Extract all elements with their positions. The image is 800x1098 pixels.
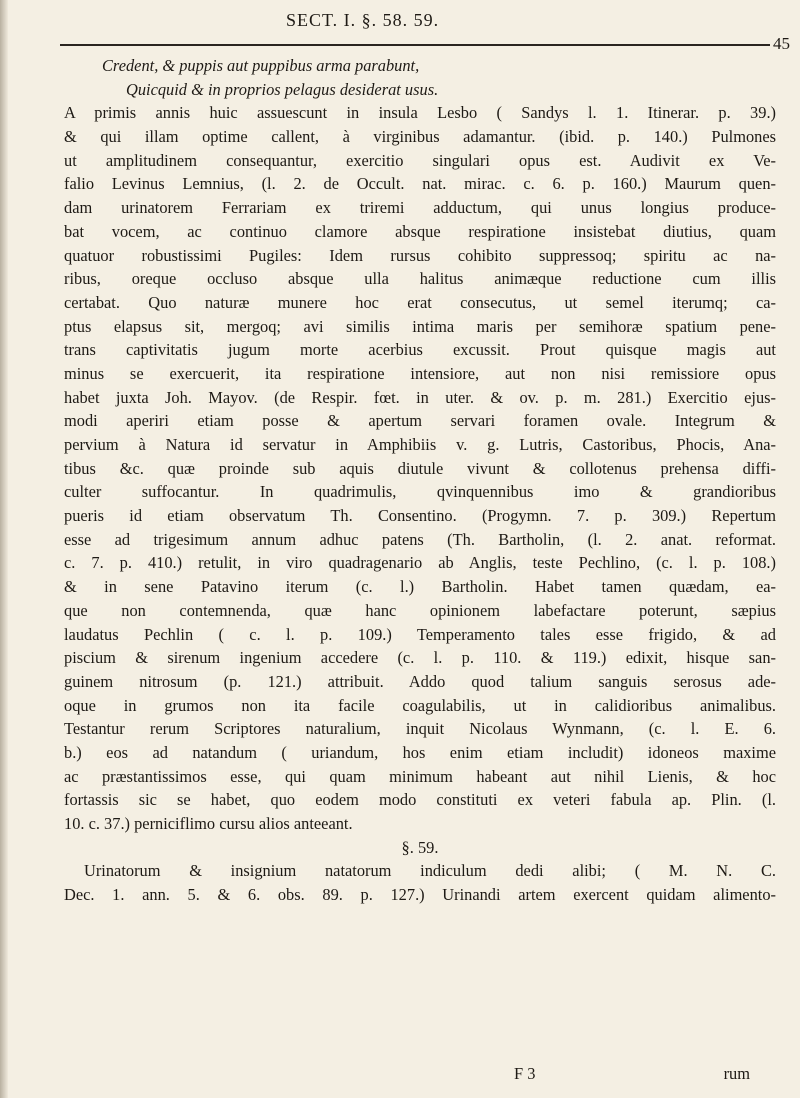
text-line: §. 59. [401,837,439,857]
text-line: habet juxta Joh. Mayov. (de Respir. fœt. in uter. & ov. p. m. 281.) Exercitio ejus- [64,387,776,407]
text-line: Quicquid & in proprios pelagus desiderat usus. [126,79,439,99]
signature-mark: F 3 [514,1064,536,1083]
text-line: fortassis sic se habet, quo eodem modo constituti ex veteri fabula ap. Plin. (l. [64,790,776,810]
text-line: dam urinatorem Ferrariam ex triremi adductum, qui unus longius produce- [64,198,776,218]
text-line: modi aperiri etiam posse & apertum servari foramen ovale. Integrum & [64,411,776,431]
text-line: 10. c. 37.) perniciflimo cursu alios anteeant. [64,814,353,833]
text-line: b.) eos ad natandum ( uriandum, hos enim etiam includit) idoneos maxime [64,742,776,762]
page-header [60,10,790,53]
text-line: certabat. Quo naturæ munere hoc erat consecutus, ut semel iterumq; ca- [64,292,776,312]
text-line: Credent, & puppis aut puppibus arma parabunt, [102,56,420,75]
text-line: tibus &c. quæ proinde sub aquis diutule vivunt & collotenus prehensa diffi- [64,458,776,478]
body-text [64,54,776,907]
text-line: culter suffocantur. In quadrimulis, qvinquennibus imo & grandioribus [64,482,776,502]
text-line: pervium à Natura id servatur in Amphibiis v. g. Lutris, Castoribus, Phocis, Ana- [64,435,776,454]
text-line: A primis annis huic assuescunt in insula Lesbo ( Sandys l. 1. Itinerar. p. 39.) [64,103,776,123]
text-line: pueris id etiam observatum Th. Consentino. (Progymn. 7. p. 309.) Repertum [64,506,776,526]
text-line: ut amplitudinem consequantur, exercitio singulari opus est. Audivit ex Ve- [64,150,776,170]
text-line: ribus, oreque occluso absque ulla halitus animæque reductione cum illis [64,269,776,289]
text-line: oque in grumos non ita facile coagulabilis, ut in calidioribus animalibus. [64,695,776,715]
text-line: minus se exercuerit, ita respiratione intensiore, aut non nisi remissiore opus [64,363,776,383]
page-edge [0,0,8,1098]
text-line: Testantur rerum Scriptores naturalium, inquit Nicolaus Wynmann, (c. l. E. 6. [64,719,776,739]
running-title: SECT. I. §. 58. 59. [286,10,440,30]
text-line: quatuor robustissimi Pugiles: Idem rursus cohibito suppressoq; spiritu ac na- [64,245,776,265]
text-line: laudatus Pechlin ( c. l. p. 109.) Temperamento tales esse frigido, & ad [64,624,776,644]
text-line: guinem nitrosum (p. 121.) attribuit. Addo quod talium sanguis serosus ade- [64,671,776,691]
text-line: & in sene Patavino iterum (c. l.) Bartholin. Habet tamen quædam, ea- [64,577,776,597]
header-rule [60,44,770,46]
text-line: piscium & sirenum ingenium accedere (c. l. p. 110. & 119.) edixit, hisque san- [64,648,776,668]
text-line: trans captivitatis jugum morte acerbius excussit. Prout quisque magis aut [64,340,776,360]
text-line: Dec. 1. ann. 5. & 6. obs. 89. p. 127.) Urinandi artem exercent quidam alimento- [64,885,776,905]
text-line: c. 7. p. 410.) retulit, in viro quadragenario ab Anglis, teste Pechlino, (c. l. p. 108.) [64,553,776,573]
text-line: que non contemnenda, quæ hanc opinionem labefactare poterunt, sæpius [64,600,776,620]
text-line: & qui illam optime callent, à virginibus adamantur. (ibid. p. 140.) Pulmones [64,127,776,147]
catchword: rum [723,1064,750,1083]
text-line: ac præstantissimos esse, qui quam minimum habeant aut nihil Lienis, & hoc [64,766,776,786]
text-line: bat vocem, ac continuo clamore absque respiratione insistebat diutius, quam [64,221,776,241]
text-line: ptus elapsus sit, mergoq; avi similis intima maris per semihoræ spatium pene- [64,316,776,336]
page-number: 45 [773,34,790,53]
page-footer [64,1064,776,1088]
text-line: falio Levinus Lemnius, (l. 2. de Occult. nat. mirac. c. 6. p. 160.) Maurum quen- [64,174,776,194]
text-line: Urinatorum & insignium natatorum indiculum dedi alibi; ( M. N. C. [84,861,776,881]
text-line: esse ad trigesimum annum adhuc patens (Th. Bartholin, (l. 2. anat. reformat. [64,529,776,549]
